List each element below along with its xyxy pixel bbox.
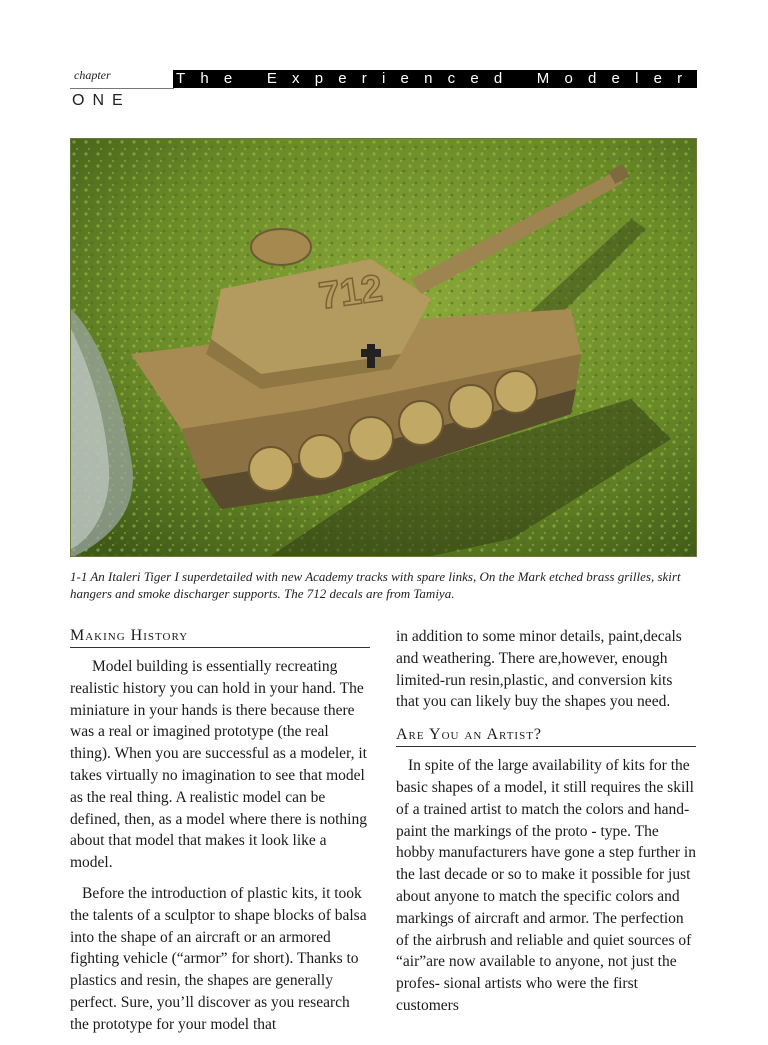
column-right bbox=[396, 626, 696, 1026]
paragraph: In spite of the large availability of kits for the basic shapes of a model, it still requires the skill of a trained artist to match the colors and hand-paint the markings of the proto - type. The hobby manufacturers have gone a step further in the last decade or so to make it possible for just about anyone to match the specific colors and markings of aircraft and armor. The perfection of the airbrush and reliable and quiet sources of “air”are now available to anyone, not just the profes- sional artists who were the first customers bbox=[396, 757, 696, 1014]
tank-illustration bbox=[71, 139, 697, 557]
tank-model-photo bbox=[70, 138, 697, 557]
paragraph: Before the introduction of plastic kits, it took the talents of a sculptor to shape blocks of balsa into the shape of an aircraft or an armored fighting vehicle (“armor” for short). Thanks to plastics and resin, the shapes are generally perfect. Sure, you’ll discover as you research the prototype for your model that bbox=[70, 884, 367, 1033]
chapter-number: ONE bbox=[72, 92, 131, 109]
header-rule bbox=[70, 88, 174, 89]
section-heading-making-history: Making History bbox=[70, 626, 370, 648]
paragraph: Model building is essentially recreating realistic history you can hold in your hand. The miniature in your hands is there because there was a real or imagined prototype (the real thing). When you are successful as a modeler, it takes virtually no imagination to see that model as the real thing. A realistic model can be defined, then, as a model where there is nothing about that model that makes it look like a model. bbox=[70, 658, 367, 872]
chapter-label: chapter bbox=[74, 68, 111, 82]
paragraph-continuation: in addition to some minor details, paint,decals and weathering. There are,however, enough limited-run resin,plastic, and conversion kits that you can likely buy the shapes you need. bbox=[396, 628, 682, 711]
turret-number: 712 bbox=[316, 267, 386, 318]
section-heading-are-you-an-artist: Are You an Artist? bbox=[396, 725, 696, 747]
running-header-title: The Experienced Modeler bbox=[173, 70, 697, 88]
figure-caption: 1-1 An Italeri Tiger I superdetailed with new Academy tracks with spare links, On the Mark etched brass grilles, skirt hangers and smoke discharger supports. The 712 decals are from Tamiya. bbox=[70, 569, 681, 601]
column-left bbox=[70, 622, 370, 1045]
